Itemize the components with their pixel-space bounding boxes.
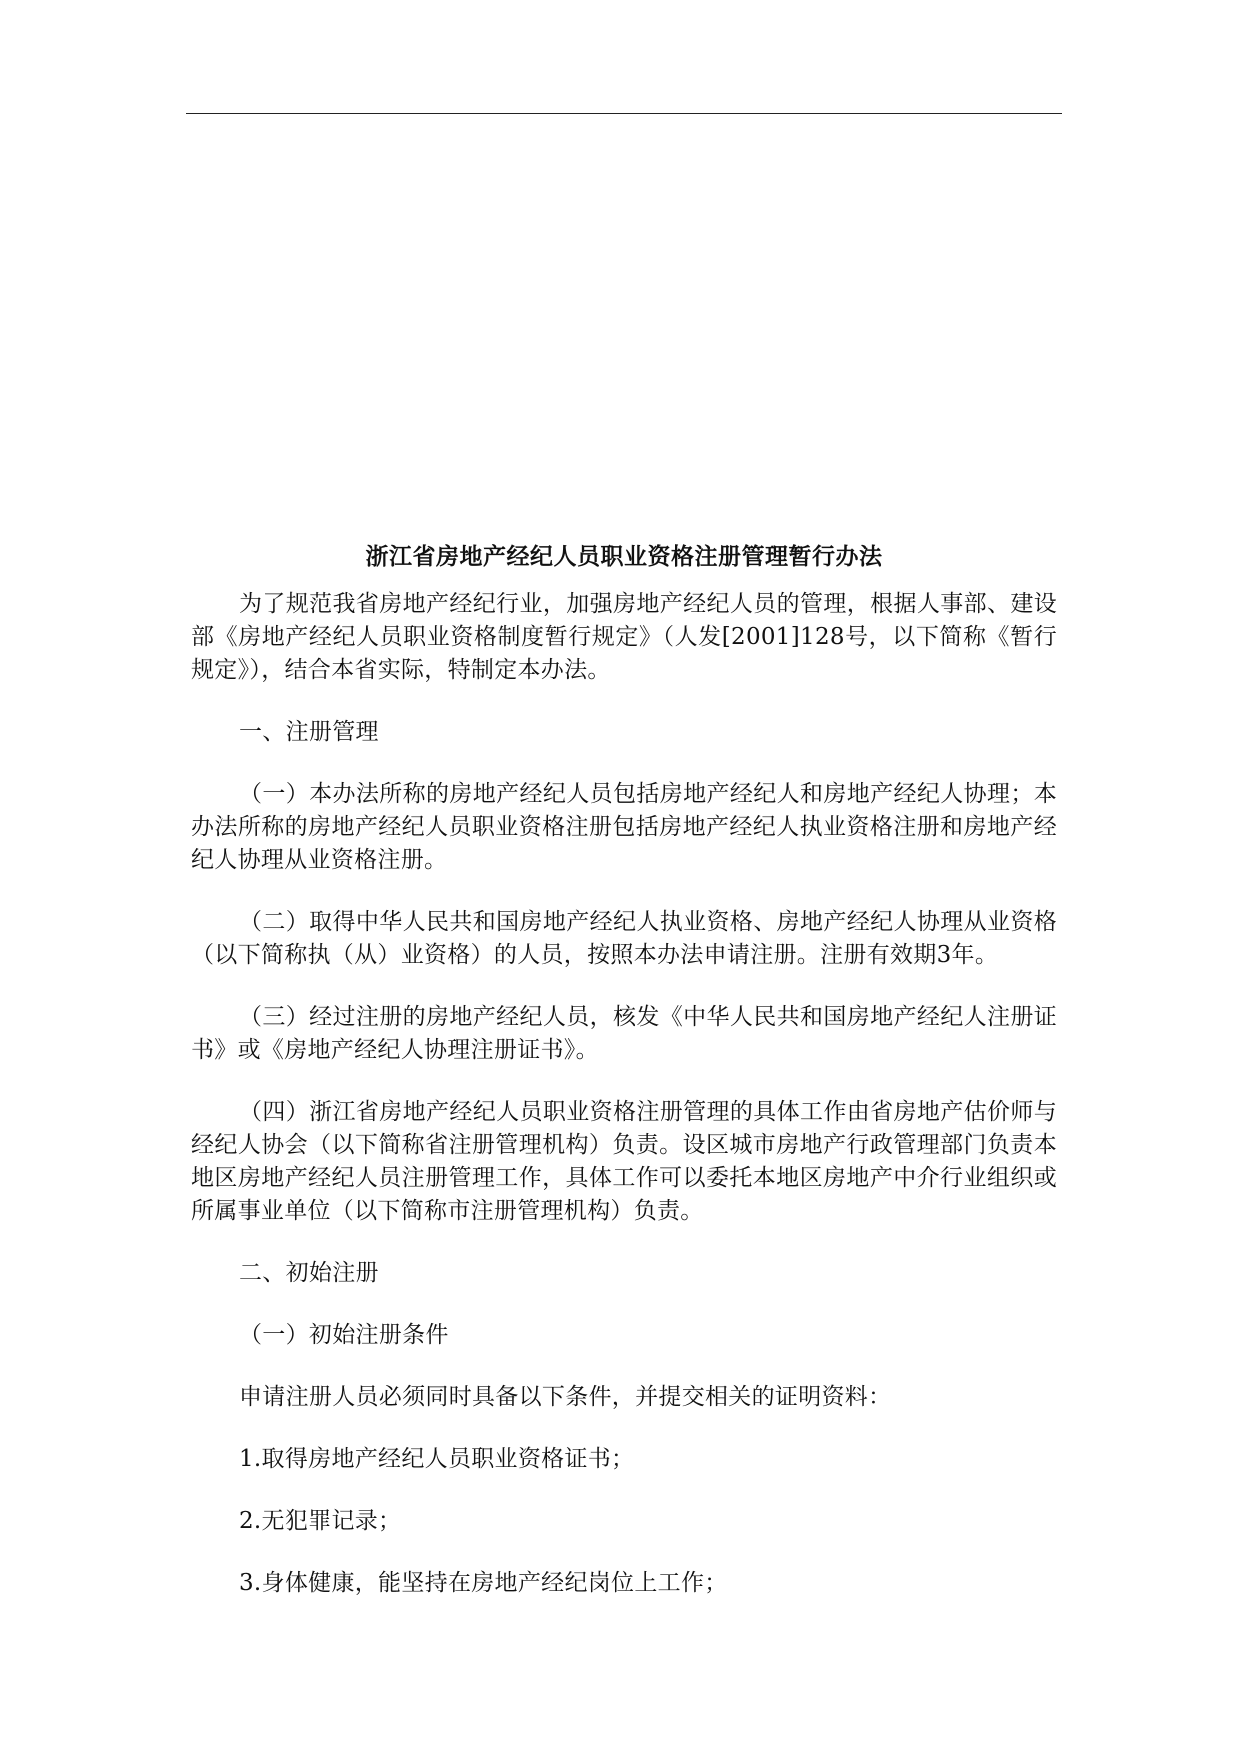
list-item-condition-3: 3.身体健康，能坚持在房地产经纪岗位上工作；	[239, 1570, 728, 1596]
document-body	[191, 536, 1057, 1629]
paragraph-1-2: （二）取得中华人民共和国房地产经纪人执业资格、房地产经纪人协理从业资格（以下简称执（从）业资格）的人员，按照本办法申请注册。注册有效期3年。	[191, 909, 1057, 968]
list-item-condition-1: 1.取得房地产经纪人员职业资格证书；	[239, 1446, 635, 1472]
paragraph-preamble: 为了规范我省房地产经纪行业，加强房地产经纪人员的管理，根据人事部、建设部《房地产经纪人员职业资格制度暂行规定》（人发[2001]128号，以下简称《暂行规定》），结合本省实际，特制定本办法。	[191, 591, 1057, 683]
header-rule	[186, 113, 1062, 114]
paragraph-conditions-intro: 申请注册人员必须同时具备以下条件，并提交相关的证明资料：	[239, 1384, 892, 1410]
paragraph-1-4: （四）浙江省房地产经纪人员职业资格注册管理的具体工作由省房地产估价师与经纪人协会（以下简称省注册管理机构）负责。设区城市房地产行政管理部门负责本地区房地产经纪人员注册管理工作，具体工作可以委托本地区房地产中介行业组织或所属事业单位（以下简称市注册管理机构）负责。	[191, 1099, 1057, 1224]
section-heading-1: 一、注册管理	[239, 719, 379, 745]
document-title: 浙江省房地产经纪人员职业资格注册管理暂行办法	[365, 544, 883, 570]
subsection-heading-2-1: （一）初始注册条件	[239, 1322, 449, 1348]
paragraph-1-3: （三）经过注册的房地产经纪人员，核发《中华人民共和国房地产经纪人注册证书》或《房地产经纪人协理注册证书》。	[191, 1004, 1057, 1063]
section-heading-2: 二、初始注册	[239, 1260, 379, 1286]
list-item-condition-2: 2.无犯罪记录；	[239, 1508, 402, 1534]
paragraph-1-1: （一）本办法所称的房地产经纪人员包括房地产经纪人和房地产经纪人协理；本办法所称的房地产经纪人员职业资格注册包括房地产经纪人执业资格注册和房地产经纪人协理从业资格注册。	[191, 781, 1057, 873]
